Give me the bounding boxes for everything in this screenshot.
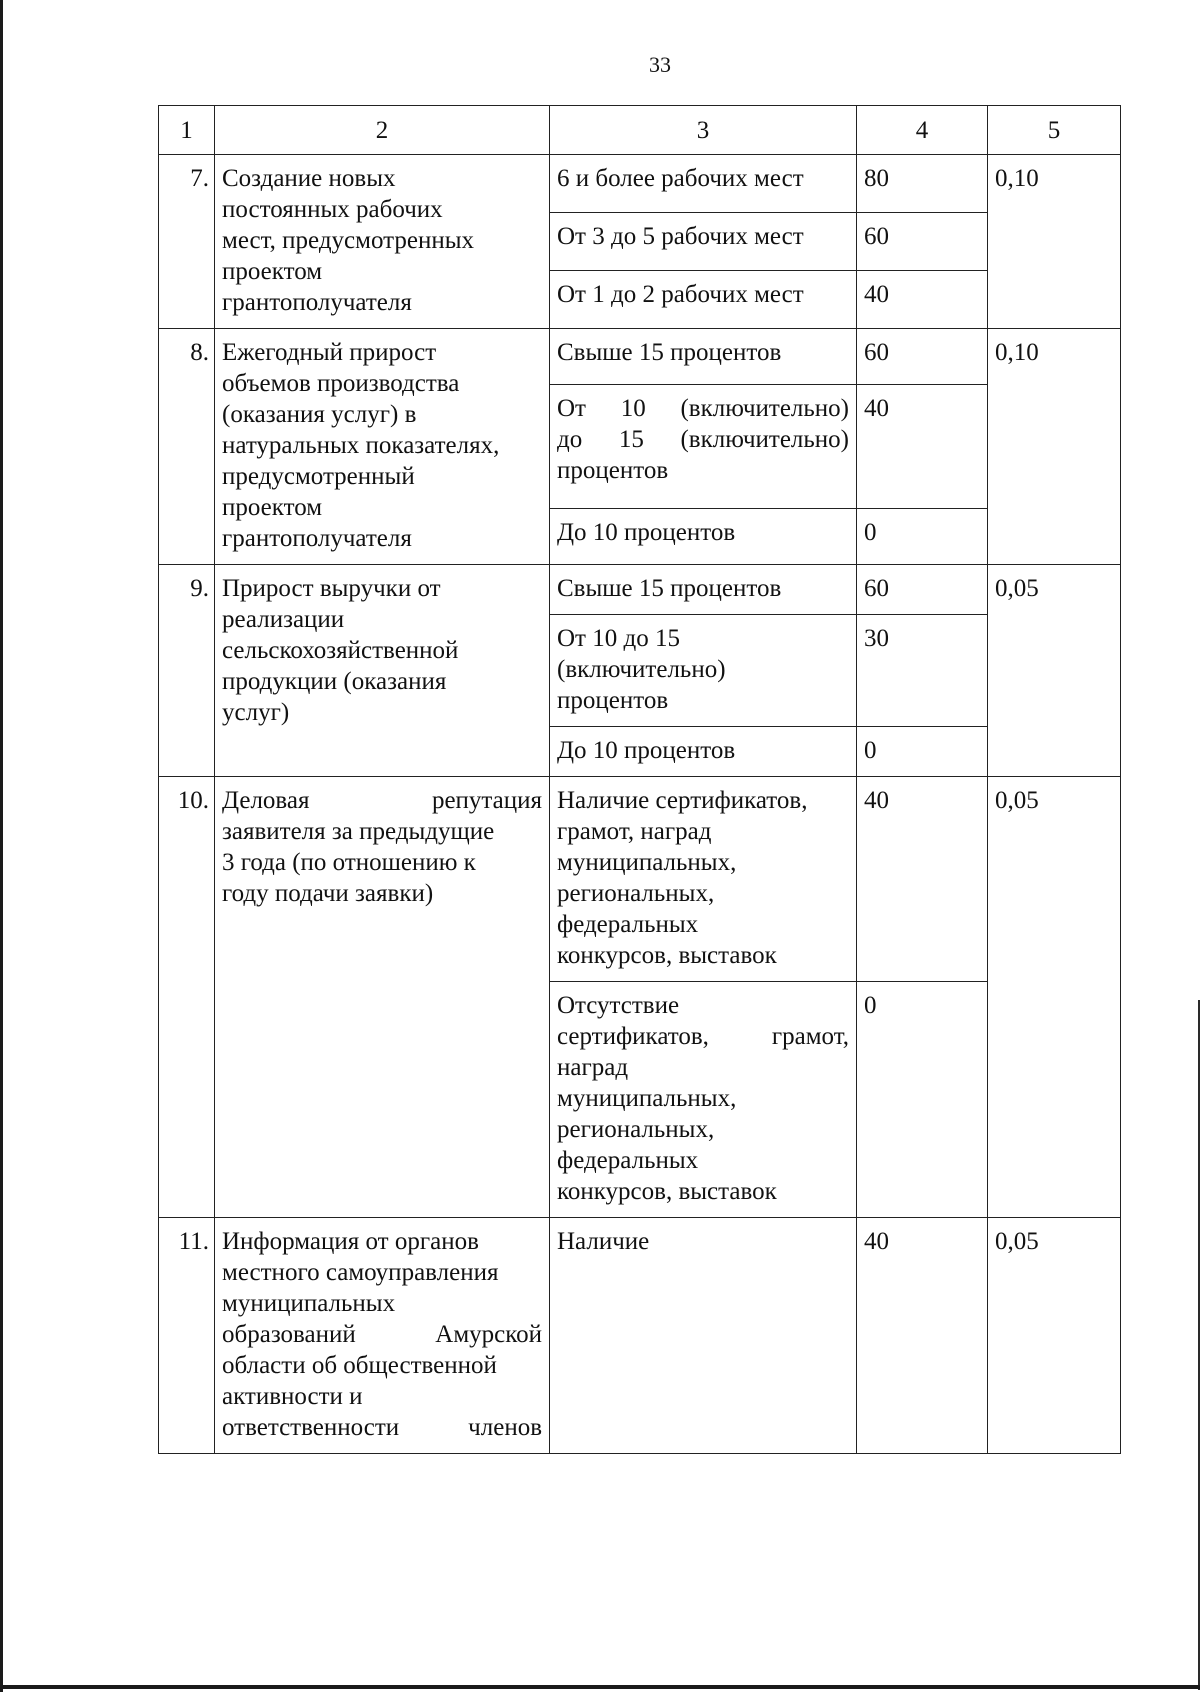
option-line: (включительно) bbox=[557, 656, 726, 683]
option-line: грамот, наград bbox=[557, 818, 712, 845]
score-cell: 60 bbox=[857, 565, 988, 615]
criterion-line: объемов производства bbox=[222, 370, 460, 397]
score-cell: 60 bbox=[857, 213, 988, 271]
option-cell bbox=[550, 213, 857, 271]
option-line: От 3 до 5 рабочих мест bbox=[557, 223, 804, 250]
option-cell bbox=[550, 329, 857, 385]
criterion-line: реализации bbox=[222, 606, 345, 633]
weight-cell: 0,10 bbox=[988, 155, 1121, 329]
option-line: Отсутствие bbox=[557, 992, 680, 1019]
option-line: От 10 до 15 bbox=[557, 625, 680, 652]
row-number: 7. bbox=[159, 155, 215, 329]
weight-cell: 0,05 bbox=[988, 565, 1121, 777]
option-line: федеральных bbox=[557, 911, 699, 938]
criterion-line: Прирост выручки от bbox=[222, 575, 441, 602]
criterion-line: области об общественной bbox=[222, 1352, 497, 1379]
option-cell bbox=[550, 565, 857, 615]
criterion-cell bbox=[215, 777, 550, 1218]
option-cell bbox=[550, 271, 857, 329]
table-row bbox=[159, 777, 1121, 982]
option-line: От 1 до 2 рабочих мест bbox=[557, 281, 804, 308]
option-line: Наличие сертификатов, bbox=[557, 787, 808, 814]
option-cell bbox=[550, 384, 857, 509]
header-col-4: 4 bbox=[857, 106, 988, 155]
criterion-line: активности и bbox=[222, 1383, 363, 1410]
option-line: До 10 процентов bbox=[557, 519, 736, 547]
score-cell: 40 bbox=[857, 777, 988, 982]
criterion-line: Ежегодный прирост bbox=[222, 339, 437, 366]
page-number: 33 bbox=[649, 52, 671, 77]
table-row bbox=[159, 565, 1121, 615]
criterion-line: мест, предусмотренных bbox=[222, 227, 475, 254]
option-line: процентов bbox=[557, 687, 669, 714]
criterion-cell bbox=[215, 1218, 550, 1454]
option-line: до 15 (включительно) bbox=[557, 425, 849, 453]
option-line: Наличие bbox=[557, 1228, 650, 1255]
criterion-line: грантополучателя bbox=[222, 525, 412, 552]
option-line: наград bbox=[557, 1054, 629, 1081]
criterion-line: муниципальных bbox=[222, 1290, 396, 1317]
criterion-line: ответственности членов bbox=[222, 1414, 542, 1441]
option-line: Свыше 15 процентов bbox=[557, 339, 782, 366]
scan-border-left bbox=[0, 0, 3, 1692]
option-line: сертификатов, грамот, bbox=[557, 1023, 849, 1050]
score-cell: 40 bbox=[857, 1218, 988, 1454]
option-cell bbox=[550, 1218, 857, 1454]
option-cell bbox=[550, 777, 857, 982]
weight-cell: 0,05 bbox=[988, 777, 1121, 1218]
criterion-line: местного самоуправления bbox=[222, 1259, 499, 1286]
score-cell: 0 bbox=[857, 727, 988, 777]
criterion-line: Информация от органов bbox=[222, 1228, 479, 1255]
criterion-line: 3 года (по отношению к bbox=[222, 849, 476, 876]
criterion-line: заявителя за предыдущие bbox=[222, 818, 495, 845]
option-line: процентов bbox=[557, 456, 669, 484]
criterion-line: продукции (оказания bbox=[222, 668, 447, 695]
table-row bbox=[159, 155, 1121, 213]
criterion-line: Создание новых bbox=[222, 165, 396, 192]
criterion-line: постоянных рабочих bbox=[222, 196, 443, 223]
option-line: региональных, bbox=[557, 880, 715, 907]
criterion-cell bbox=[215, 565, 550, 777]
criterion-line: натуральных показателях, bbox=[222, 432, 500, 459]
option-line: От 10 (включительно) bbox=[557, 394, 849, 422]
criterion-line: проектом bbox=[222, 258, 323, 285]
option-line: конкурсов, выставок bbox=[557, 942, 777, 969]
option-line: муниципальных, bbox=[557, 1085, 737, 1112]
option-cell bbox=[550, 615, 857, 727]
header-row bbox=[159, 106, 1121, 155]
criterion-cell bbox=[215, 329, 550, 565]
weight-cell: 0,10 bbox=[988, 329, 1121, 565]
score-cell: 40 bbox=[857, 271, 988, 329]
criterion-cell bbox=[215, 155, 550, 329]
score-cell: 60 bbox=[857, 329, 988, 385]
table-row bbox=[159, 329, 1121, 385]
row-number: 10. bbox=[159, 777, 215, 1218]
row-number: 9. bbox=[159, 565, 215, 777]
criterion-line: году подачи заявки) bbox=[222, 880, 434, 907]
option-line: До 10 процентов bbox=[557, 737, 736, 764]
option-cell bbox=[550, 727, 857, 777]
option-line: 6 и более рабочих мест bbox=[557, 165, 804, 192]
criteria-table bbox=[158, 105, 1121, 1454]
criterion-line: услуг) bbox=[222, 699, 290, 726]
criterion-line: (оказания услуг) в bbox=[222, 401, 417, 428]
option-line: муниципальных, bbox=[557, 849, 737, 876]
scan-border-bottom bbox=[0, 1685, 1200, 1689]
row-number: 11. bbox=[159, 1218, 215, 1454]
weight-cell: 0,05 bbox=[988, 1218, 1121, 1454]
criterion-line: проектом bbox=[222, 494, 323, 521]
row-number: 8. bbox=[159, 329, 215, 565]
criterion-line: предусмотренный bbox=[222, 463, 415, 490]
option-cell bbox=[550, 982, 857, 1218]
option-cell bbox=[550, 509, 857, 565]
option-line: региональных, bbox=[557, 1116, 715, 1143]
header-col-2: 2 bbox=[215, 106, 550, 155]
criterion-line: сельскохозяйственной bbox=[222, 637, 459, 664]
criterion-line: грантополучателя bbox=[222, 289, 412, 316]
score-cell: 40 bbox=[857, 384, 988, 509]
score-cell: 0 bbox=[857, 509, 988, 565]
criterion-line: Деловая репутация bbox=[222, 787, 542, 814]
header-col-3: 3 bbox=[550, 106, 857, 155]
option-line: конкурсов, выставок bbox=[557, 1178, 777, 1205]
header-col-5: 5 bbox=[988, 106, 1121, 155]
score-cell: 30 bbox=[857, 615, 988, 727]
header-col-1: 1 bbox=[159, 106, 215, 155]
option-line: федеральных bbox=[557, 1147, 699, 1174]
criterion-line: образований Амурской bbox=[222, 1321, 542, 1348]
option-line: Свыше 15 процентов bbox=[557, 575, 782, 602]
option-cell bbox=[550, 155, 857, 213]
table-row bbox=[159, 1218, 1121, 1454]
score-cell: 80 bbox=[857, 155, 988, 213]
score-cell: 0 bbox=[857, 982, 988, 1218]
